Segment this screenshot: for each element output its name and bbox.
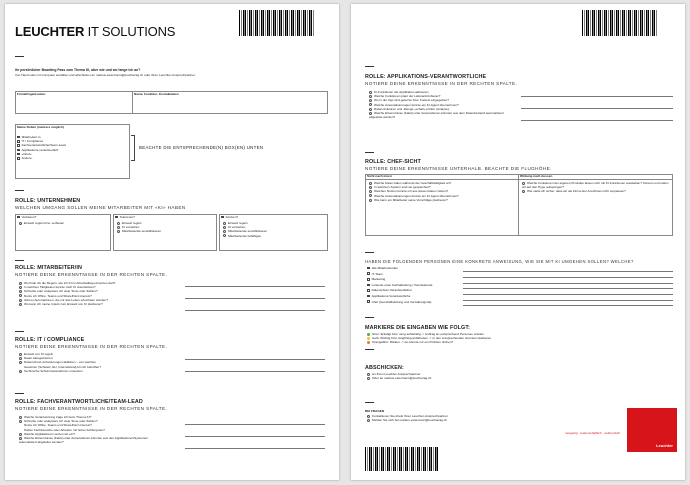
note-line[interactable]: [185, 371, 325, 372]
list-item: Welche Erkenntnisse (Fakts) oder Automationen könnten aus dem Datenbestand automatisiert abgeleitet werden?: [369, 111, 504, 120]
barcode: [239, 10, 315, 36]
anweisung-checkbox[interactable]: IT-Team: [367, 272, 487, 278]
list-item: Welche Automatisierungen könnte ein KI-Agent übernehmen?: [369, 194, 459, 198]
roles-list: [17, 135, 66, 160]
list-item: Welche Funktionen der eigenen Produkte lassen sich mit KI-Funktionen ausstatten? Können und sollen wir auf den Hype aufspringen?: [522, 181, 669, 190]
role-checkbox[interactable]: Fachverantwortliche/Team-Lead: [17, 143, 66, 147]
anweisung-checkbox[interactable]: Alle Mitarbeitenden: [367, 266, 487, 272]
answer-line[interactable]: [463, 288, 673, 289]
verbieten-checkbox[interactable]: Verbieten?: [17, 215, 36, 219]
dash: [15, 56, 24, 57]
section-fach: ROLLE: FACHVERANTWORTLICHE/TEAM-LEAD: [15, 399, 143, 405]
mitarbeiter-list: [19, 281, 179, 306]
anweisung-checkbox[interactable]: Chef (Geschäftsleitung und Verwaltungsrat): [367, 300, 487, 306]
list-item: KI verstehen: [223, 225, 267, 229]
role-checkbox[interactable]: «Chef»: [17, 152, 66, 156]
intro-title: Ihr persönlicher Boarding Pass zum Thema KI, aber wie und wo fange ich an?: [15, 68, 141, 72]
foerdern-list: [223, 221, 267, 238]
list-item: Einsatz regeln: [223, 221, 267, 225]
verbieten-box: [15, 214, 111, 251]
list-item: Mitarbeitende sensibilisieren: [117, 229, 161, 233]
anweisung-checkbox[interactable]: Leitende einer Fachabteilung / Teamleitende: [367, 283, 487, 289]
verbieten-item: Einsatz regeln bzw. verbieten: [19, 221, 64, 225]
answer-line[interactable]: [463, 305, 673, 306]
list-item: Mitarbeitende befähigen: [223, 234, 267, 238]
dash: [365, 317, 374, 318]
note-line[interactable]: [185, 448, 325, 449]
legend-green: Grün: Erledigt bzw. vang aufwändig -> Auftrag an entsprechend Personen erteilen: [367, 332, 491, 336]
section-chef: ROLLE: CHEF-SICHT: [365, 159, 421, 165]
table-header-line: [365, 179, 673, 180]
role-checkbox[interactable]: Applikations-verantwortlich: [17, 148, 66, 152]
section-unternehmen: ROLLE: UNTERNEHMEN: [15, 198, 81, 204]
role-checkbox[interactable]: IT / Compliance: [17, 139, 66, 143]
dash: [15, 393, 24, 394]
it-list: [19, 352, 101, 373]
note-line[interactable]: [185, 286, 325, 287]
role-checkbox[interactable]: Andere:: [17, 156, 66, 160]
dash: [365, 152, 374, 153]
subtitle-it: NOTIERE DEINE ERKENNTNISSE IN DER RECHTEN SPALTE.: [15, 344, 168, 349]
list-item: Wo in der App sind gelernte bzw. Freitext eingegeben?: [369, 98, 519, 102]
table-divider: [132, 91, 133, 114]
roles-hint: BEACHTE DIE ENTSPRECHENDE(N) BOX(EN) UNTEN: [139, 145, 264, 150]
roles-header: Meine Rollen (mehrere möglich): [17, 125, 64, 129]
list-item: Kontaktieren Sie direkt Ihren Leuchter-Ansprechpartner: [367, 414, 448, 418]
col-aussen: Wirkung nach Aussen: [520, 174, 553, 178]
list-item: Welchen Nutzen könnte ich aus diesen Daten ziehen?: [369, 189, 459, 193]
list-item: Datenschutz-Anforderungen abklären – von welchen: [19, 360, 101, 364]
answer-line[interactable]: [463, 294, 673, 295]
role-checkbox[interactable]: Mitarbeiter/-in: [17, 135, 66, 139]
tolerieren-list: [117, 221, 161, 234]
dash: [15, 331, 24, 332]
anweisung-checkbox[interactable]: Marketing: [367, 277, 487, 283]
list-item: Datenstrukturen und -Menge «erhalt» prüfen (Analyse): [369, 107, 519, 111]
anweisung-checkbox[interactable]: Applikations-Verantwortliche: [367, 294, 487, 300]
list-item: Mitarbeitende sensibilisieren: [223, 229, 267, 233]
list-item: Wo kann ich meine Inputs zum Einsatz von KI platzieren?: [19, 302, 179, 306]
list-item: Wie stelle ich sicher, dass wir als Firma den Anschluss nicht verpassen?: [522, 189, 670, 193]
section-it: ROLLE: IT / COMPLIANCE: [15, 337, 85, 343]
list-item: KI verstehen: [117, 225, 161, 229]
note-line[interactable]: [185, 310, 325, 311]
answer-line[interactable]: [463, 300, 673, 301]
note-line[interactable]: [185, 436, 325, 437]
list-item: Welche Automatisierungen könnte ein KI-Agent übernehmen?: [369, 103, 519, 107]
fach-list: [19, 415, 164, 444]
subtitle-unternehmen: WELCHEN UMGANG SOLLEN MEINE MITARBEITER MIT «KI» HABEN: [15, 205, 186, 210]
roles-bracket: [131, 135, 135, 161]
subtitle-fach: NOTIERE DEINE ERKENNTNISSE IN DER RECHTEN SPALTE.: [15, 406, 168, 411]
list-item: Haben Fachbereiche oder Arbeiten mit hoher Fehlerquote?: [24, 427, 105, 432]
section-app: ROLLE: APPLIKATIONS-VERANTWORTLICHE: [365, 74, 487, 80]
name-label: Name, Funktion, Kontaktdaten: [134, 92, 179, 96]
markiere-list: [367, 332, 491, 345]
subtitle-chef: NOTIERE DEINE ERKENNTNISSE UNTERHALB. BEACHTE DIE FLUGHÖHE.: [365, 166, 552, 171]
list-item: Wo finde ich die Regeln, wie ich KI im Arbeitsalltag einsetzen darf?: [19, 281, 179, 285]
list-item: Schreibe oder analysiere ich viele Texte oder Zahlen?: [19, 419, 164, 423]
list-item: Nutze ich Office, Teams und SharePoint intensiv?: [24, 423, 92, 428]
list-item: Welche Verantwortung trage ich beim Thema KI?: [19, 415, 164, 419]
aussen-list: [522, 181, 670, 194]
email-link[interactable]: Melden Sie sich bei markus.estermann@leuchterag.ch: [367, 418, 448, 422]
barcode: [582, 10, 658, 36]
list-item: Wie kann ein Mitarbeiter seine Vorschläge platzieren?: [369, 198, 459, 202]
dash: [15, 190, 24, 191]
intro-text: Von Hand oder mit Computer ausfüllen und abschicken an markus.estermann@leuchterag.ch oder Ihren Leuchter-Ansprechpartner.: [15, 73, 196, 77]
note-line[interactable]: [185, 359, 325, 360]
legend-orange: Orange/Rot: Risiken -> wo könnte mir ein Problem drohen?: [367, 340, 491, 344]
answer-line[interactable]: [463, 271, 673, 272]
table-divider: [518, 174, 519, 236]
list-item: Gibt es Automationen, die mir das Leben erleichtern würden?: [19, 298, 179, 302]
app-list: [369, 90, 519, 119]
list-item: An Ihren Leuchter-Ansprechpartner: [367, 372, 431, 376]
fragen-title: BEI FRAGEN: [365, 409, 385, 413]
dash: [365, 402, 374, 403]
list-item: Einsatz regeln: [117, 221, 161, 225]
markiere-title: MARKIERE DIE EINGABEN WIE FOLGT:: [365, 325, 471, 331]
answer-line[interactable]: [463, 283, 673, 284]
list-item: KI-Funktionen der Applikation aktivieren: [369, 90, 519, 94]
note-line[interactable]: [185, 298, 325, 299]
tagline: neugierig · leidenschaftlich · authentisch: [565, 431, 621, 435]
dash: [365, 66, 374, 67]
section-mitarbeiter: ROLLE: MITARBEITER/IN: [15, 265, 82, 271]
foerdern-checkbox[interactable]: Fördern?: [221, 215, 238, 219]
page-1: [5, 4, 339, 480]
list-item: Nutze ich Office, Teams und SharePoint intensiv?: [19, 294, 179, 298]
subtitle-mitarbeiter: NOTIERE DEINE ERKENNTNISSE IN DER RECHTEN SPALTE.: [15, 272, 168, 277]
list-item: Technische Schutzmassnahmen umsetzen: [19, 369, 101, 373]
tolerieren-checkbox[interactable]: Tolerieren?: [115, 215, 135, 219]
org-label: Firma/Organisation: [17, 92, 46, 96]
dash: [365, 252, 374, 253]
note-line[interactable]: [521, 108, 673, 109]
list-item: Welche Erkenntnisse (Fakts) oder Automationen könnten aus den Applikationen/Systemen automatisiert abgeleitet werden?: [19, 436, 148, 445]
note-line[interactable]: [185, 424, 325, 425]
page-2: [351, 4, 685, 480]
legend-yellow: Gelb: Wichtig bzw. langfristig aufarbeiten -> In den entsprechenden Gremien platzieren: [367, 336, 491, 340]
innen-list: [369, 181, 459, 202]
anweisung-title: HABEN DIE FOLGENDEN PERSONEN EINE KONKRETE ANWEISUNG, WIE SIE MIT KI UMGEHEN SOLLEN? WELCHE?: [365, 259, 634, 264]
fragen-list: [367, 414, 448, 422]
list-item: Welche Applikationen setzen wir ein?: [19, 432, 164, 436]
barcode: [365, 447, 439, 471]
list-item: Daten kategorisieren: [19, 356, 101, 360]
org-field[interactable]: [17, 97, 129, 111]
list-item: Gesetzen (Schweiz, EU, International) bin ich betroffen?: [24, 364, 101, 369]
list-item: Welche Daten fallen während der Geschäftstätigkeit an?: [369, 181, 459, 185]
dash: [15, 260, 24, 261]
list-item: Schreibe oder analysiere ich viele Texte oder Zahlen?: [19, 289, 179, 293]
dash: [365, 349, 374, 350]
subtitle-app: NOTIERE DEINE ERKENNTNISSE IN DER RECHTEN SPALTE.: [365, 81, 518, 86]
list-item: In welchen Tätigkeiten könnte mich KI unterstützen?: [19, 285, 179, 289]
col-innen: Sicht nach innen: [367, 174, 392, 178]
answer-line[interactable]: [463, 277, 673, 278]
email-link[interactable]: Oder an markus.estermann@leuchterag.ch: [367, 376, 431, 380]
note-line[interactable]: [521, 120, 673, 121]
list-item: Welche Funktionen plant der Lieferant/Anbieter?: [369, 94, 519, 98]
note-line[interactable]: [521, 96, 673, 97]
list-item: Einsatz von KI regeln: [19, 352, 101, 356]
brand-logo: Leuchter: [627, 408, 677, 452]
abschicken-title: ABSCHICKEN:: [365, 365, 404, 371]
company-logo: LEUCHTER IT SOLUTIONS: [15, 24, 176, 39]
anweisung-checkbox[interactable]: Datenschutz-Verantwortlicher: [367, 288, 487, 294]
list-item: In welchem System sind sie gespeichert?: [369, 185, 459, 189]
abschicken-list: [367, 372, 431, 380]
name-field[interactable]: [134, 97, 326, 111]
